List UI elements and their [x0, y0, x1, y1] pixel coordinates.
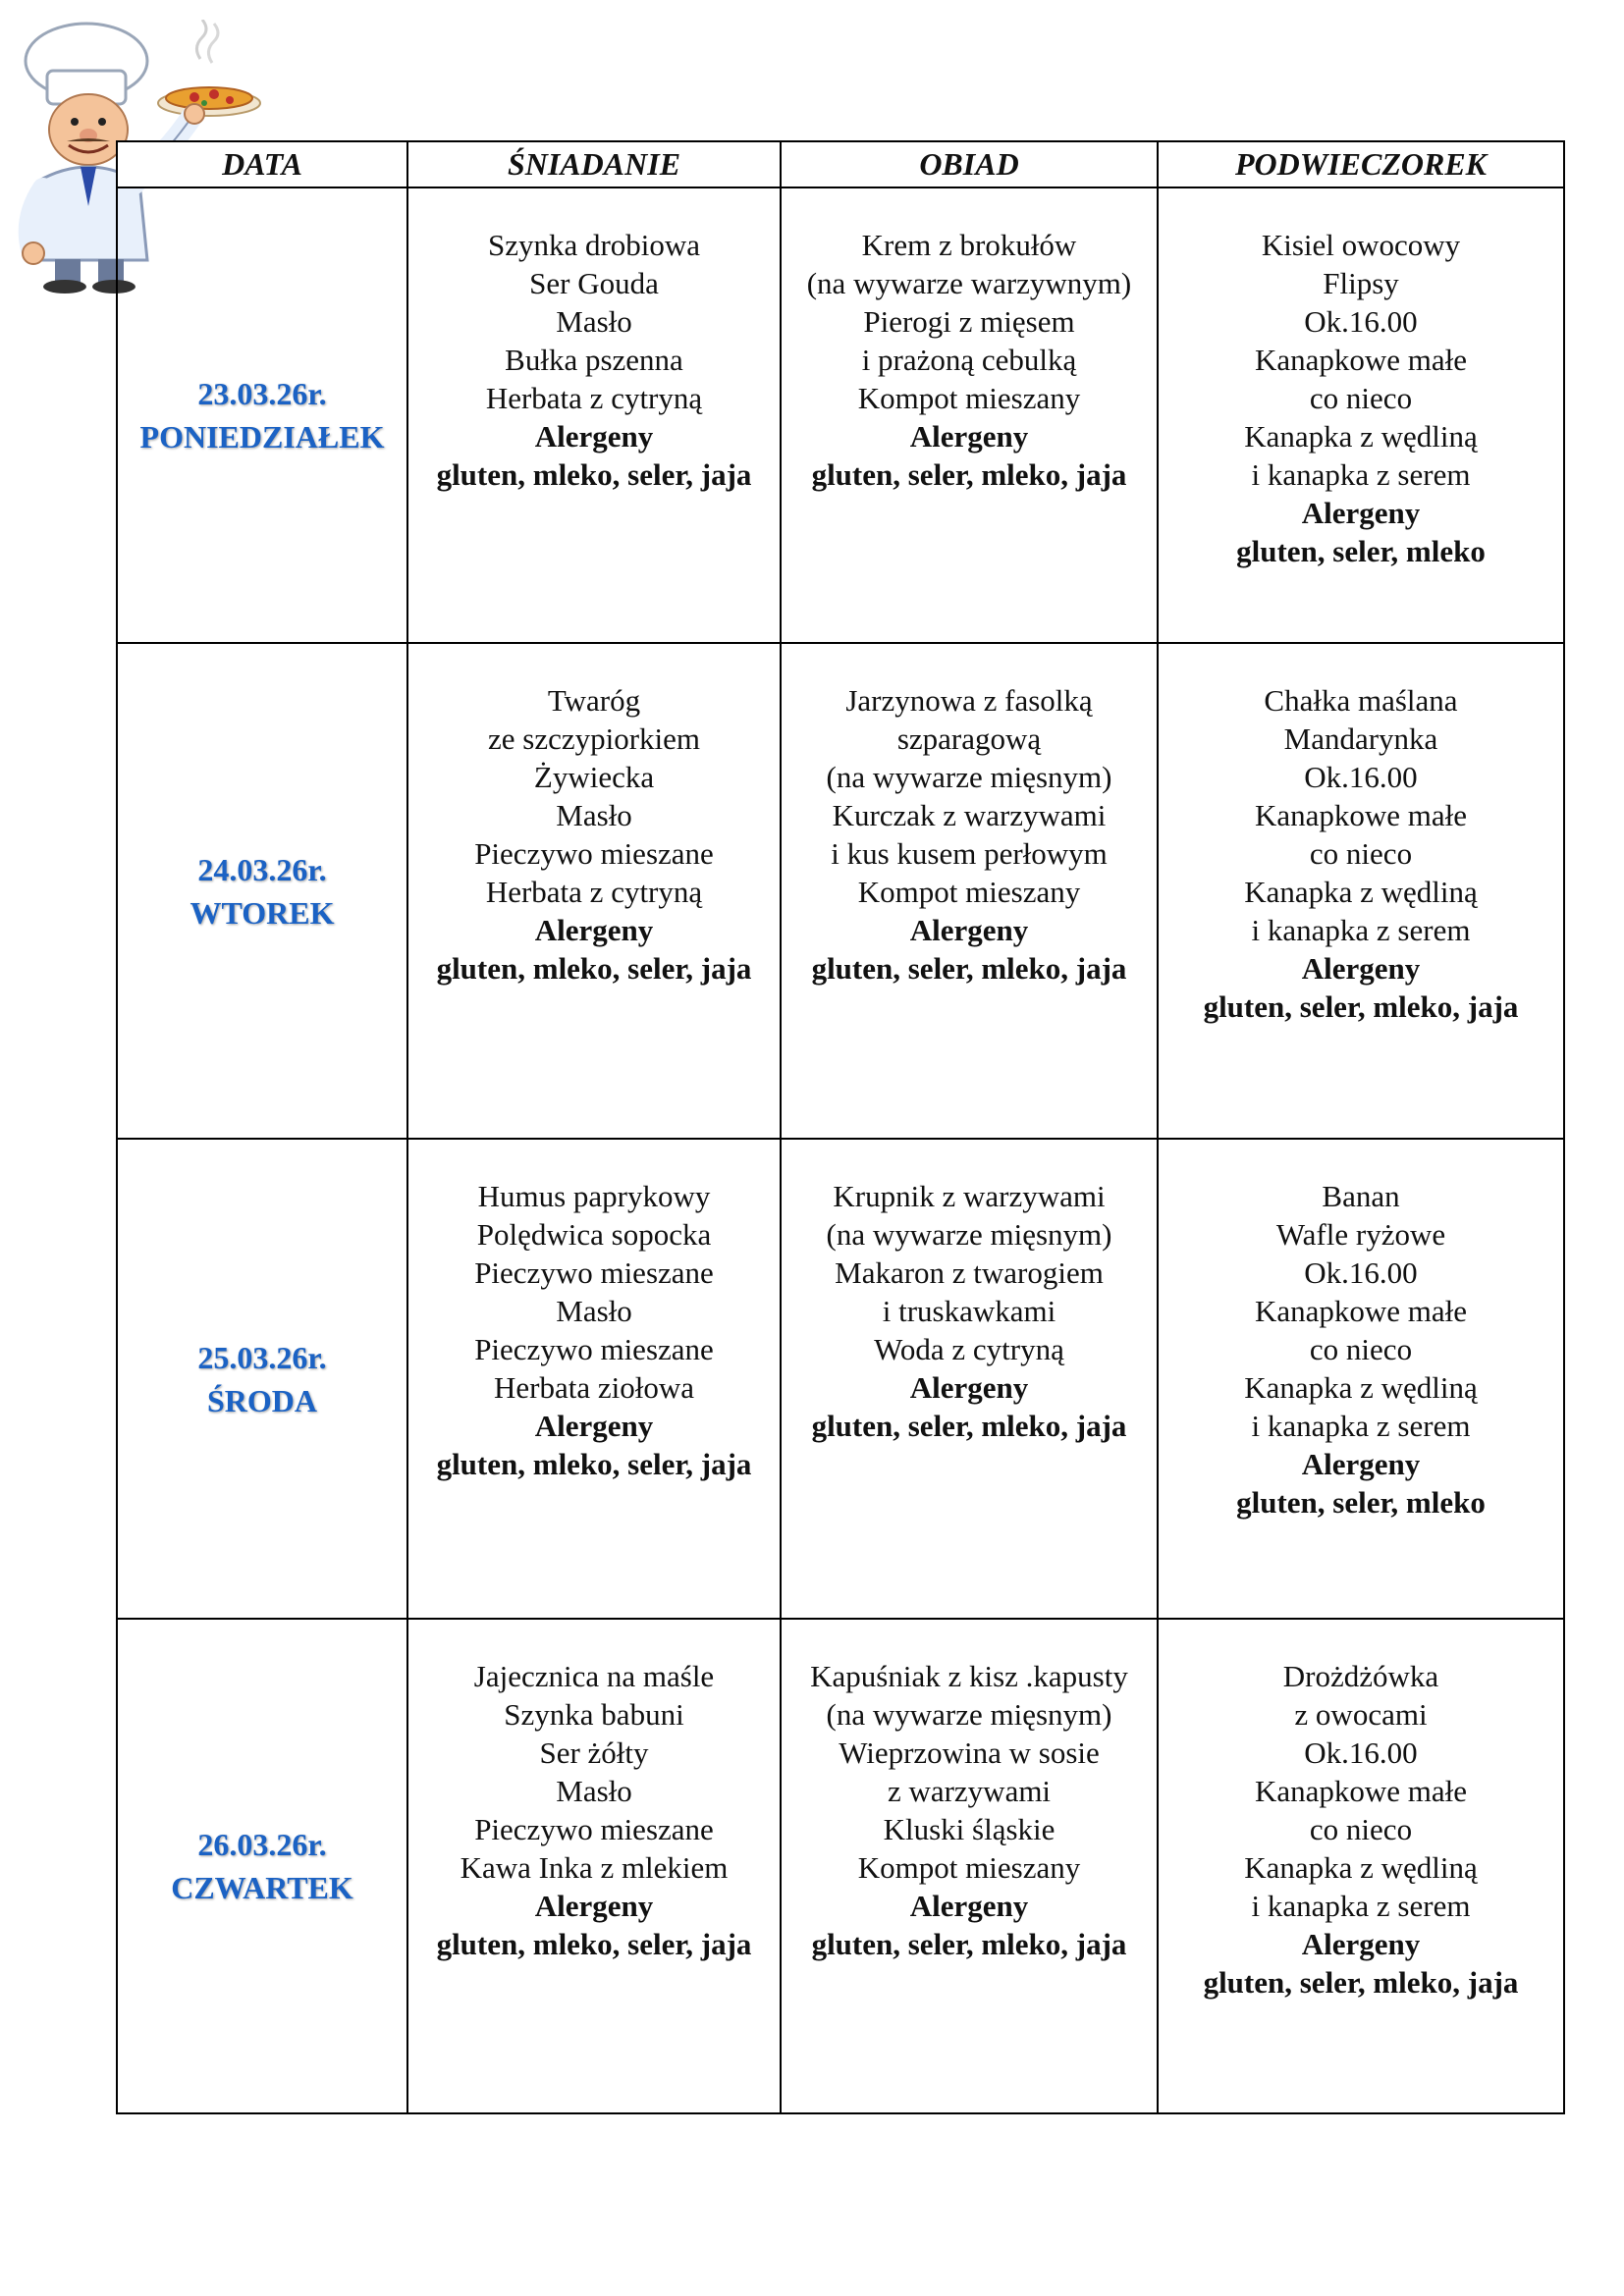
allergen-list: gluten, mleko, seler, jaja — [436, 1927, 752, 1961]
weekday: ŚRODA — [206, 1382, 317, 1418]
snack-cell — [1158, 643, 1564, 1139]
menu-item: Flipsy — [1323, 266, 1399, 300]
allergen-label: Alergeny — [534, 419, 654, 454]
menu-item: Pieczywo mieszane — [474, 1332, 714, 1366]
menu-item: Kompot mieszany — [857, 875, 1081, 909]
menu-item: Kanapkowe małe — [1254, 1294, 1468, 1328]
date-cell — [117, 1139, 407, 1619]
menu-item: Kanapkowe małe — [1254, 798, 1468, 832]
allergen-label: Alergeny — [534, 1889, 654, 1923]
menu-item: i truskawkami — [882, 1294, 1056, 1328]
menu-item: Kanapka z wędliną — [1244, 419, 1478, 454]
menu-item: Kurczak z warzywami — [832, 798, 1107, 832]
header-sniadanie: ŚNIADANIE — [407, 141, 781, 187]
date: 25.03.26r. — [197, 1339, 327, 1375]
menu-item: Szynka babuni — [504, 1697, 684, 1732]
allergen-label: Alergeny — [1301, 1927, 1421, 1961]
menu-item: (na wywarze mięsnym) — [826, 760, 1112, 794]
allergen-label: Alergeny — [1301, 496, 1421, 530]
menu-item: Kluski śląskie — [883, 1812, 1056, 1846]
date: 23.03.26r. — [197, 376, 327, 411]
menu-item: Kanapka z wędliną — [1244, 1850, 1478, 1885]
menu-item: Kanapkowe małe — [1254, 1774, 1468, 1808]
date-cell — [117, 643, 407, 1139]
menu-item: co nieco — [1309, 1812, 1413, 1846]
menu-item: Ok.16.00 — [1304, 304, 1418, 339]
day-row — [117, 1139, 1564, 1619]
weekday: PONIEDZIAŁEK — [139, 419, 385, 454]
menu-item: szparagową — [896, 721, 1042, 756]
menu-item: i kanapka z serem — [1251, 1409, 1471, 1443]
menu-item: (na wywarze mięsnym) — [826, 1217, 1112, 1252]
header-podwieczorek: PODWIECZOREK — [1158, 141, 1564, 187]
allergen-list: gluten, seler, mleko — [1236, 534, 1486, 568]
allergen-label: Alergeny — [534, 1409, 654, 1443]
menu-item: Drożdżówka — [1282, 1659, 1439, 1693]
menu-item: (na wywarze mięsnym) — [826, 1697, 1112, 1732]
day-row — [117, 643, 1564, 1139]
menu-item: Krem z brokułów — [861, 228, 1077, 262]
header-obiad: OBIAD — [781, 141, 1158, 187]
allergen-list: gluten, seler, mleko — [1236, 1485, 1486, 1520]
menu-item: z owocami — [1294, 1697, 1428, 1732]
menu-item: i kanapka z serem — [1251, 913, 1471, 947]
date-cell — [117, 1619, 407, 2113]
menu-item: Masło — [556, 798, 632, 832]
menu-item: Humus paprykowy — [477, 1179, 711, 1213]
menu-item: Twaróg — [547, 683, 641, 718]
date: 26.03.26r. — [197, 1827, 327, 1862]
menu-item: Kanapkowe małe — [1254, 343, 1468, 377]
allergen-list: gluten, seler, mleko, jaja — [811, 1927, 1127, 1961]
weekday: CZWARTEK — [171, 1870, 353, 1905]
menu-item: Pieczywo mieszane — [474, 1255, 714, 1290]
menu-item: Pieczywo mieszane — [474, 1812, 714, 1846]
allergen-list: gluten, seler, mleko, jaja — [811, 1409, 1127, 1443]
menu-item: i kanapka z serem — [1251, 457, 1471, 492]
menu-item: Kapuśniak z kisz .kapusty — [810, 1659, 1128, 1693]
menu-item: Ok.16.00 — [1304, 1735, 1418, 1770]
allergen-label: Alergeny — [909, 1370, 1029, 1405]
menu-item: Kompot mieszany — [857, 381, 1081, 415]
menu-item: Szynka drobiowa — [487, 228, 701, 262]
menu-item: Ser Gouda — [529, 266, 659, 300]
menu-item: Masło — [556, 1774, 632, 1808]
menu-item: Pieczywo mieszane — [474, 836, 714, 871]
allergen-list: gluten, mleko, seler, jaja — [436, 457, 752, 492]
menu-item: (na wywarze warzywnym) — [806, 266, 1132, 300]
breakfast-cell — [407, 1619, 781, 2113]
allergen-label: Alergeny — [909, 1889, 1029, 1923]
menu-item: Bułka pszenna — [505, 343, 683, 377]
menu-item: ze szczypiorkiem — [487, 721, 701, 756]
menu-item: Kanapka z wędliną — [1244, 1370, 1478, 1405]
menu-item: Woda z cytryną — [874, 1332, 1064, 1366]
menu-item: co nieco — [1309, 381, 1413, 415]
menu-item: Wieprzowina w sosie — [839, 1735, 1100, 1770]
menu-item: Herbata z cytryną — [485, 381, 703, 415]
breakfast-cell — [407, 1139, 781, 1619]
weekly-menu-table — [116, 140, 1565, 2114]
menu-item: Ser żółty — [539, 1735, 649, 1770]
menu-item: Herbata z cytryną — [485, 875, 703, 909]
menu-item: Krupnik z warzywami — [833, 1179, 1106, 1213]
lunch-cell — [781, 643, 1158, 1139]
menu-item: Jajecznica na maśle — [473, 1659, 715, 1693]
allergen-label: Alergeny — [1301, 1447, 1421, 1481]
allergen-list: gluten, seler, mleko, jaja — [1203, 1965, 1519, 2000]
date-cell — [117, 187, 407, 643]
menu-item: Ok.16.00 — [1304, 760, 1418, 794]
menu-item: Mandarynka — [1283, 721, 1438, 756]
menu-item: Kanapka z wędliną — [1244, 875, 1478, 909]
menu-item: Pierogi z mięsem — [863, 304, 1075, 339]
menu-item: i kus kusem perłowym — [831, 836, 1108, 871]
day-row — [117, 187, 1564, 643]
weekday: WTOREK — [189, 894, 335, 931]
menu-item: Banan — [1322, 1179, 1400, 1213]
menu-item: Kisiel owocowy — [1261, 228, 1461, 262]
menu-item: Chałka maślana — [1264, 683, 1458, 718]
menu-item: Kompot mieszany — [857, 1850, 1081, 1885]
header-row — [117, 141, 1564, 187]
menu-item: Masło — [556, 1294, 632, 1328]
allergen-label: Alergeny — [909, 419, 1029, 454]
menu-item: Ok.16.00 — [1304, 1255, 1418, 1290]
breakfast-cell — [407, 187, 781, 643]
day-row — [117, 1619, 1564, 2113]
breakfast-cell — [407, 643, 781, 1139]
menu-item: Makaron z twarogiem — [835, 1255, 1104, 1290]
snack-cell — [1158, 1139, 1564, 1619]
menu-item: co nieco — [1309, 836, 1413, 871]
date: 24.03.26r. — [197, 851, 327, 887]
snack-cell — [1158, 1619, 1564, 2113]
menu-item: Kawa Inka z mlekiem — [460, 1850, 729, 1885]
menu-item: z warzywami — [887, 1774, 1052, 1808]
allergen-list: gluten, mleko, seler, jaja — [436, 1447, 752, 1481]
menu-item: Wafle ryżowe — [1275, 1217, 1446, 1252]
allergen-list: gluten, seler, mleko, jaja — [811, 457, 1127, 492]
allergen-list: gluten, mleko, seler, jaja — [436, 951, 752, 986]
allergen-list: gluten, seler, mleko, jaja — [1203, 989, 1519, 1024]
allergen-list: gluten, seler, mleko, jaja — [811, 951, 1127, 986]
lunch-cell — [781, 1619, 1158, 2113]
menu-item: Herbata ziołowa — [494, 1370, 694, 1405]
menu-item: Polędwica sopocka — [476, 1217, 712, 1252]
menu-item: Żywiecka — [533, 760, 655, 794]
allergen-label: Alergeny — [534, 913, 654, 947]
snack-cell — [1158, 187, 1564, 643]
menu-item: Masło — [556, 304, 632, 339]
menu-item: i kanapka z serem — [1251, 1889, 1471, 1923]
header-data: DATA — [117, 141, 407, 187]
allergen-label: Alergeny — [909, 913, 1029, 947]
menu-item: co nieco — [1309, 1332, 1413, 1366]
allergen-label: Alergeny — [1301, 951, 1421, 986]
lunch-cell — [781, 187, 1158, 643]
menu-item: Jarzynowa z fasolką — [845, 683, 1093, 718]
menu-item: i prażoną cebulką — [861, 343, 1077, 377]
lunch-cell — [781, 1139, 1158, 1619]
